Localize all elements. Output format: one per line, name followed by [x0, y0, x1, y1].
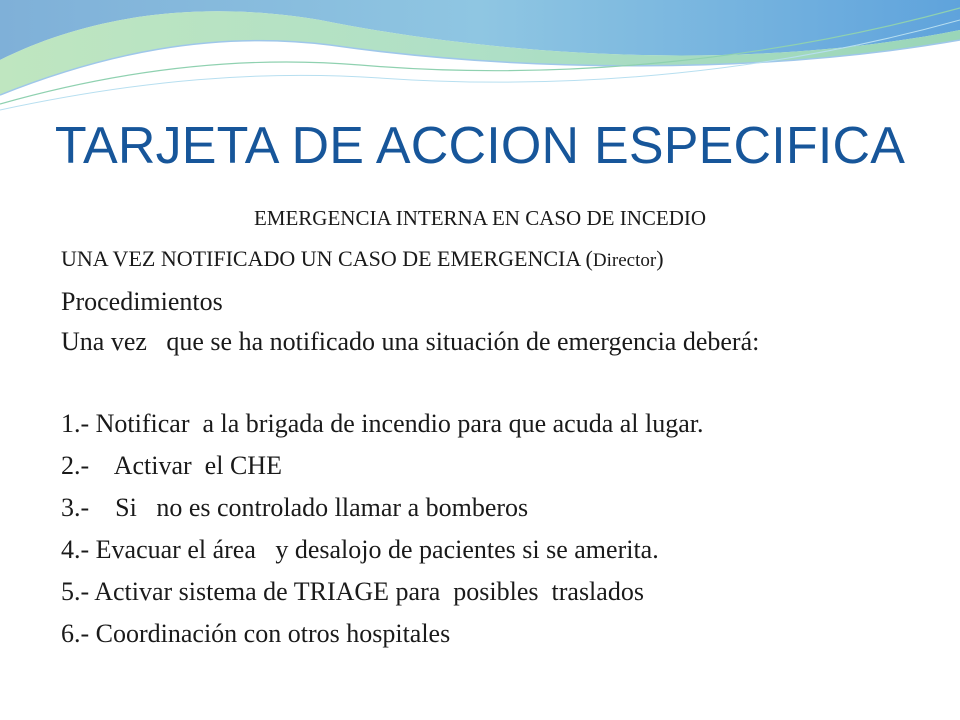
procedure-steps-list — [61, 403, 941, 655]
procedure-step: 4.- Evacuar el área y desalojo de pacientes si se amerita. — [61, 535, 659, 564]
procedure-step: 3.- Si no es controlado llamar a bomberos — [61, 493, 529, 522]
intro-paragraph: Una vez que se ha notificado una situación de emergencia deberá: — [61, 327, 760, 356]
notification-text: UNA VEZ NOTIFICADO UN CASO DE EMERGENCIA ( — [61, 246, 593, 271]
procedure-step: 1.- Notificar a la brigada de incendio para que acuda al lugar. — [61, 409, 704, 438]
role-label: Director — [592, 250, 657, 271]
header-wave-decoration — [0, 0, 960, 120]
procedure-step: 5.- Activar sistema de TRIAGE para posibles traslados — [61, 577, 644, 606]
procedure-step: 6.- Coordinación con otros hospitales — [61, 619, 451, 648]
procedure-step: 2.- Activar el CHE — [61, 451, 282, 480]
procedures-heading: Procedimientos — [61, 287, 223, 316]
slide-title: TARJETA DE ACCION ESPECIFICA — [54, 117, 906, 175]
slide-subtitle: EMERGENCIA INTERNA EN CASO DE INCEDIO — [253, 206, 707, 230]
notification-close: ) — [656, 246, 664, 271]
notification-line — [61, 246, 931, 273]
